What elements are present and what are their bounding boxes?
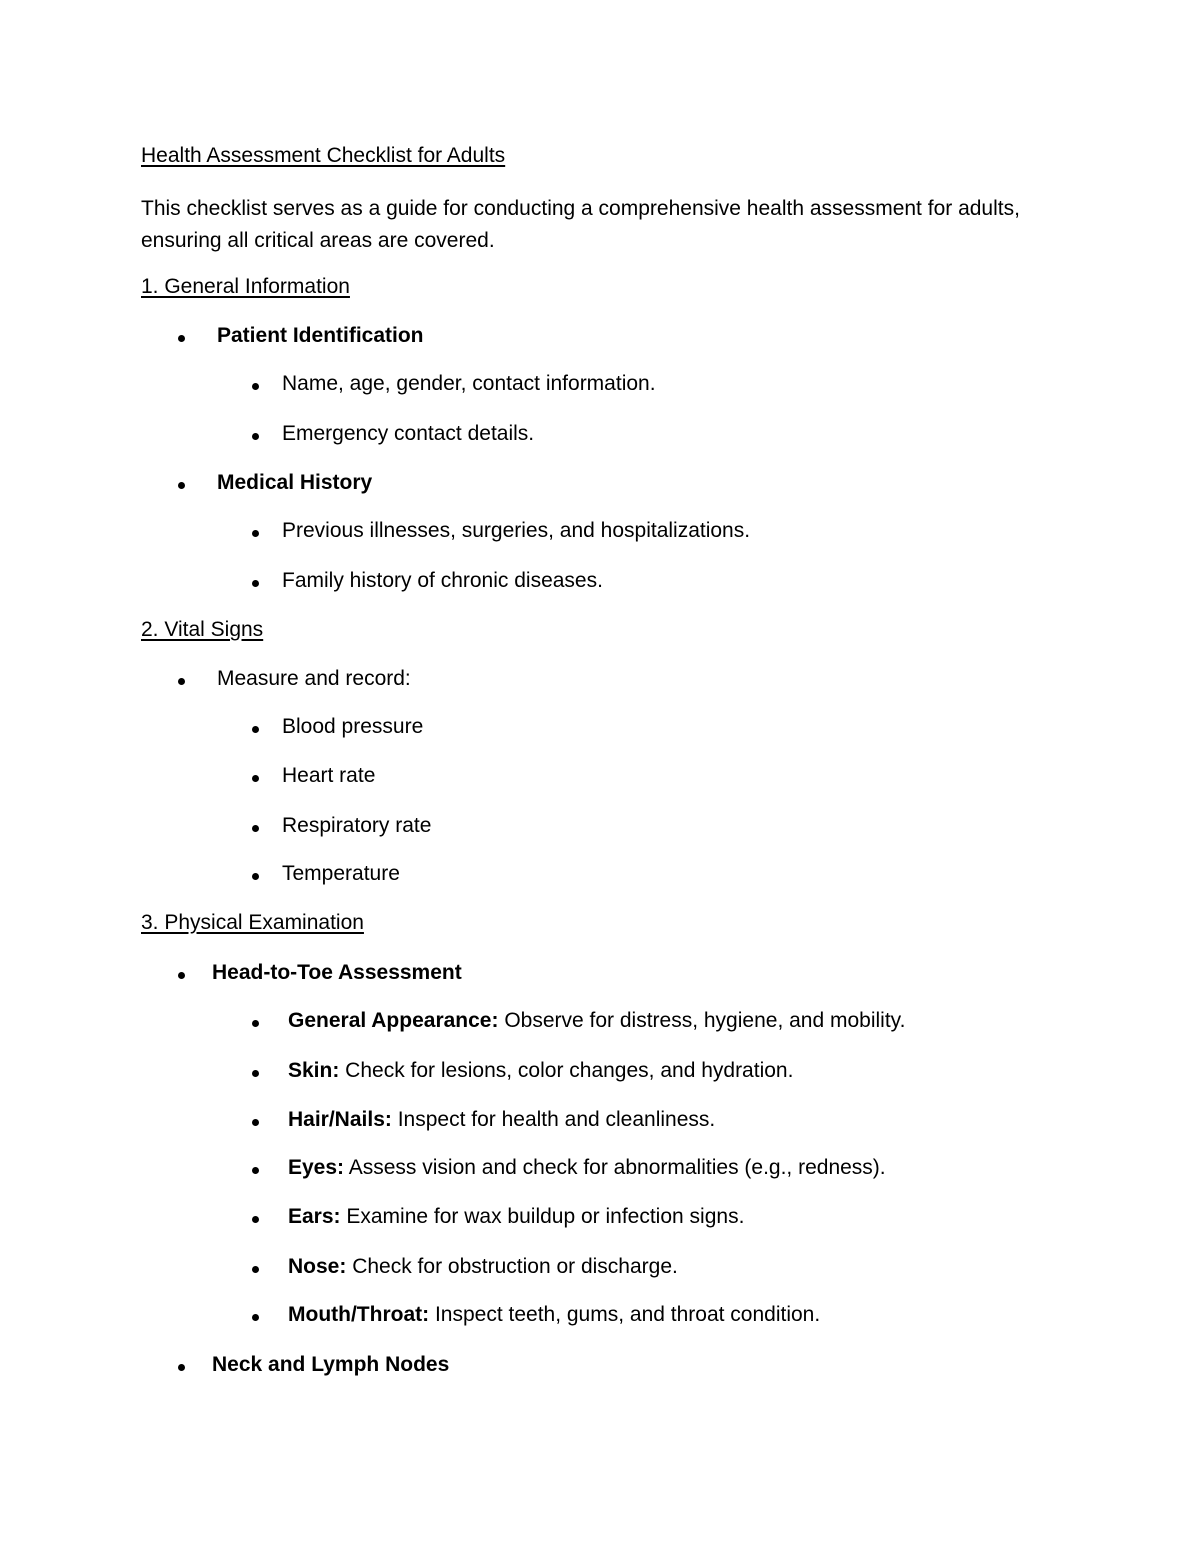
bullet-icon — [252, 580, 259, 587]
list-item — [288, 1155, 886, 1181]
list-item — [288, 1204, 744, 1230]
item-text: Assess vision and check for abnormalities (e.g., redness). — [344, 1156, 886, 1179]
document-title: Health Assessment Checklist for Adults — [141, 144, 506, 167]
bullet-icon — [252, 1167, 259, 1174]
item-term: Mouth/Throat: — [288, 1303, 430, 1326]
intro-paragraph: This checklist serves as a guide for conducting a comprehensive health assessment for adults, ensuring all critical areas are covered. — [141, 197, 1020, 252]
list-item: Temperature — [282, 862, 400, 885]
bullet-icon — [252, 1314, 259, 1321]
list-item: Previous illnesses, surgeries, and hospitalizations. — [282, 519, 751, 542]
bullet-icon — [252, 1266, 259, 1273]
list-item: Family history of chronic diseases. — [282, 569, 603, 592]
bullet-icon — [252, 383, 259, 390]
bullet-icon — [252, 726, 259, 733]
group-label-patient-identification: Patient Identification — [217, 324, 424, 347]
section-heading-general-information: 1. General Information — [141, 275, 350, 298]
item-term: General Appearance: — [288, 1009, 499, 1032]
item-text: Observe for distress, hygiene, and mobility. — [498, 1009, 906, 1032]
group-label-neck-and-lymph-nodes: Neck and Lymph Nodes — [212, 1353, 450, 1376]
bullet-icon — [252, 825, 259, 832]
item-text: Check for lesions, color changes, and hydration. — [339, 1059, 794, 1082]
bullet-icon — [252, 530, 259, 537]
item-term: Skin: — [288, 1059, 340, 1082]
list-item — [288, 1254, 678, 1280]
item-text: Inspect for health and cleanliness. — [391, 1108, 716, 1131]
group-label-medical-history: Medical History — [217, 471, 373, 494]
list-item — [288, 1058, 793, 1084]
bullet-icon — [252, 873, 259, 880]
bullet-icon — [178, 972, 185, 979]
list-item: Heart rate — [282, 764, 376, 787]
list-item — [288, 1008, 905, 1034]
bullet-icon — [178, 482, 185, 489]
item-term: Ears: — [288, 1205, 341, 1228]
section-heading-physical-examination: 3. Physical Examination — [141, 911, 364, 934]
list-item: Blood pressure — [282, 715, 424, 738]
group-label-measure-and-record: Measure and record: — [217, 667, 411, 690]
section-heading-vital-signs: 2. Vital Signs — [141, 618, 264, 641]
bullet-icon — [252, 433, 259, 440]
list-item — [288, 1302, 820, 1328]
bullet-icon — [252, 775, 259, 782]
item-term: Nose: — [288, 1255, 347, 1278]
bullet-icon — [178, 678, 185, 685]
item-text: Examine for wax buildup or infection signs. — [340, 1205, 745, 1228]
item-term: Eyes: — [288, 1156, 345, 1179]
bullet-icon — [178, 1364, 185, 1371]
bullet-icon — [252, 1119, 259, 1126]
list-item: Respiratory rate — [282, 814, 432, 837]
item-text: Check for obstruction or discharge. — [346, 1255, 678, 1278]
bullet-icon — [252, 1020, 259, 1027]
list-item: Name, age, gender, contact information. — [282, 372, 656, 395]
item-text: Inspect teeth, gums, and throat condition. — [429, 1303, 821, 1326]
bullet-icon — [252, 1216, 259, 1223]
group-label-head-to-toe: Head-to-Toe Assessment — [212, 961, 462, 984]
item-term: Hair/Nails: — [288, 1108, 392, 1131]
list-item: Emergency contact details. — [282, 422, 535, 445]
list-item — [288, 1107, 715, 1133]
bullet-icon — [252, 1070, 259, 1077]
bullet-icon — [178, 335, 185, 342]
